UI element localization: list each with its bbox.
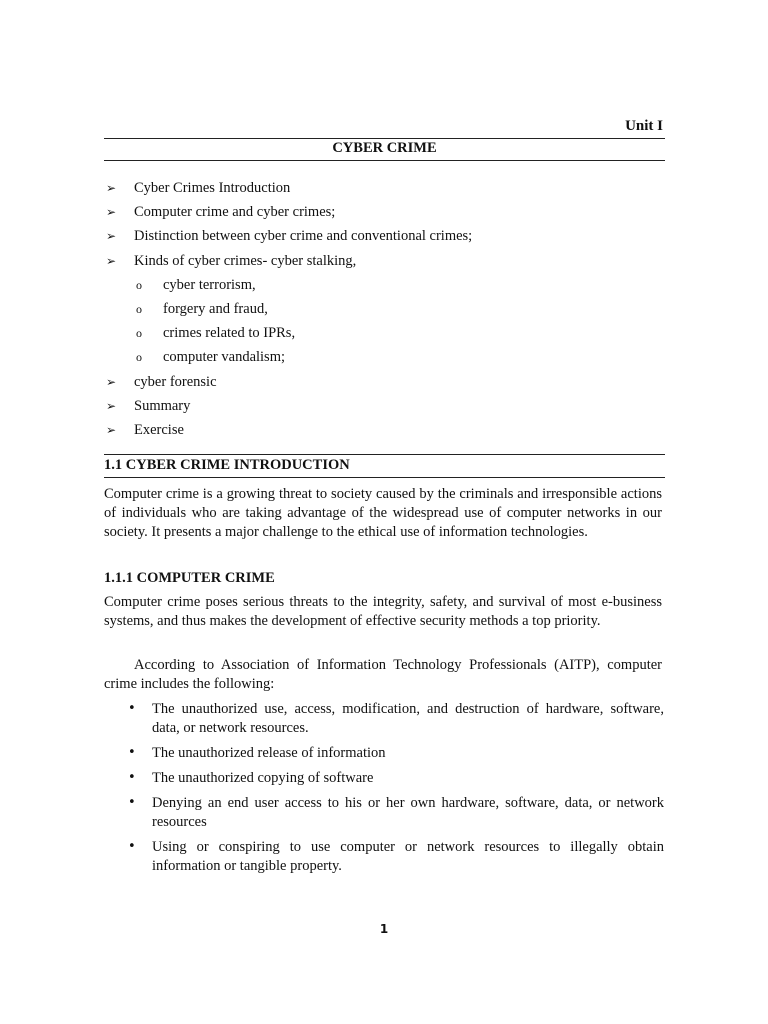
chapter-title: CYBER CRIME: [332, 140, 437, 156]
arrow-bullet-icon: ➢: [106, 374, 117, 389]
outline-item-text: Kinds of cyber crimes- cyber stalking,: [134, 252, 357, 269]
outline-subitem: [104, 275, 665, 299]
section-rule-bottom: [104, 477, 665, 478]
outline-item: [104, 202, 665, 226]
outline-subitem: [104, 347, 665, 371]
circle-bullet-icon: o: [136, 301, 142, 316]
outline-item-text: Computer crime and cyber crimes;: [134, 204, 336, 221]
outline-subitem-text: cyber terrorism,: [163, 276, 256, 293]
arrow-bullet-icon: ➢: [106, 181, 117, 195]
aitp-list: [104, 700, 664, 882]
arrow-bullet-icon: ➢: [106, 205, 117, 220]
outline-item: [104, 396, 665, 420]
list-item-text: The unauthorized copying of software: [152, 769, 374, 786]
outline-subitem: [104, 323, 665, 347]
bullet-icon: •: [128, 795, 136, 811]
list-item-text: The unauthorized use, access, modification, and destruction of hardware, software, data, or network resources.: [152, 701, 664, 736]
header-rule-top: [104, 138, 665, 139]
list-item-text: Using or conspiring to use computer or network resources to illegally obtain information or tangible property.: [152, 838, 664, 874]
outline-item-text: Distinction between cyber crime and conventional crimes;: [134, 228, 473, 245]
outline-item: [104, 372, 665, 396]
list-item: [104, 838, 664, 875]
chapter-outline: [104, 178, 665, 444]
outline-item-text: Exercise: [134, 421, 184, 438]
header-rule-bottom: [104, 160, 665, 161]
outline-subitem-text: crimes related to IPRs,: [163, 325, 296, 342]
outline-subitem-text: forgery and fraud,: [163, 300, 268, 317]
list-item: [104, 769, 664, 788]
section-rule-top: [104, 454, 665, 455]
bullet-icon: •: [128, 744, 136, 760]
section-heading: 1.1 CYBER CRIME INTRODUCTION: [104, 457, 350, 473]
bullet-icon: •: [128, 701, 136, 716]
list-item-text: The unauthorized release of information: [152, 744, 386, 761]
list-item: [104, 794, 664, 831]
outline-item-text: Cyber Crimes Introduction: [134, 180, 291, 196]
bullet-icon: •: [128, 769, 136, 785]
aitp-paragraph: According to Association of Information Technology Professionals (AITP), computer crime includes the following:: [104, 657, 662, 693]
arrow-bullet-icon: ➢: [106, 398, 117, 413]
circle-bullet-icon: o: [136, 277, 142, 292]
arrow-bullet-icon: ➢: [106, 229, 117, 244]
outline-item: [104, 226, 665, 250]
circle-bullet-icon: o: [136, 326, 142, 341]
arrow-bullet-icon: ➢: [106, 422, 117, 437]
subsection-heading: 1.1.1 COMPUTER CRIME: [104, 570, 275, 586]
outline-item: [104, 178, 665, 202]
outline-subitem-text: computer vandalism;: [163, 349, 286, 366]
bullet-icon: •: [128, 838, 136, 854]
arrow-bullet-icon: ➢: [106, 253, 117, 268]
computer-crime-paragraph: Computer crime poses serious threats to the integrity, safety, and survival of most e-business systems, and thus makes the development of effective security methods a top priority.: [104, 594, 662, 630]
outline-item: [104, 251, 665, 275]
outline-subitem: [104, 299, 665, 323]
unit-label: Unit I: [625, 118, 663, 134]
intro-paragraph: Computer crime is a growing threat to society caused by the criminals and irresponsible actions of individuals who are taking advantage of the widespread use of computer networks in our society. It presents a major challenge to the ethical use of information technologies.: [104, 486, 662, 541]
list-item: [104, 700, 664, 737]
page-number: 1: [379, 922, 389, 936]
list-item-text: Denying an end user access to his or her own hardware, software, data, or network resources: [152, 795, 664, 830]
circle-bullet-icon: o: [136, 350, 142, 365]
outline-item: [104, 420, 665, 444]
outline-item-text: Summary: [134, 397, 191, 414]
list-item: [104, 744, 664, 763]
outline-item-text: cyber forensic: [134, 373, 217, 390]
